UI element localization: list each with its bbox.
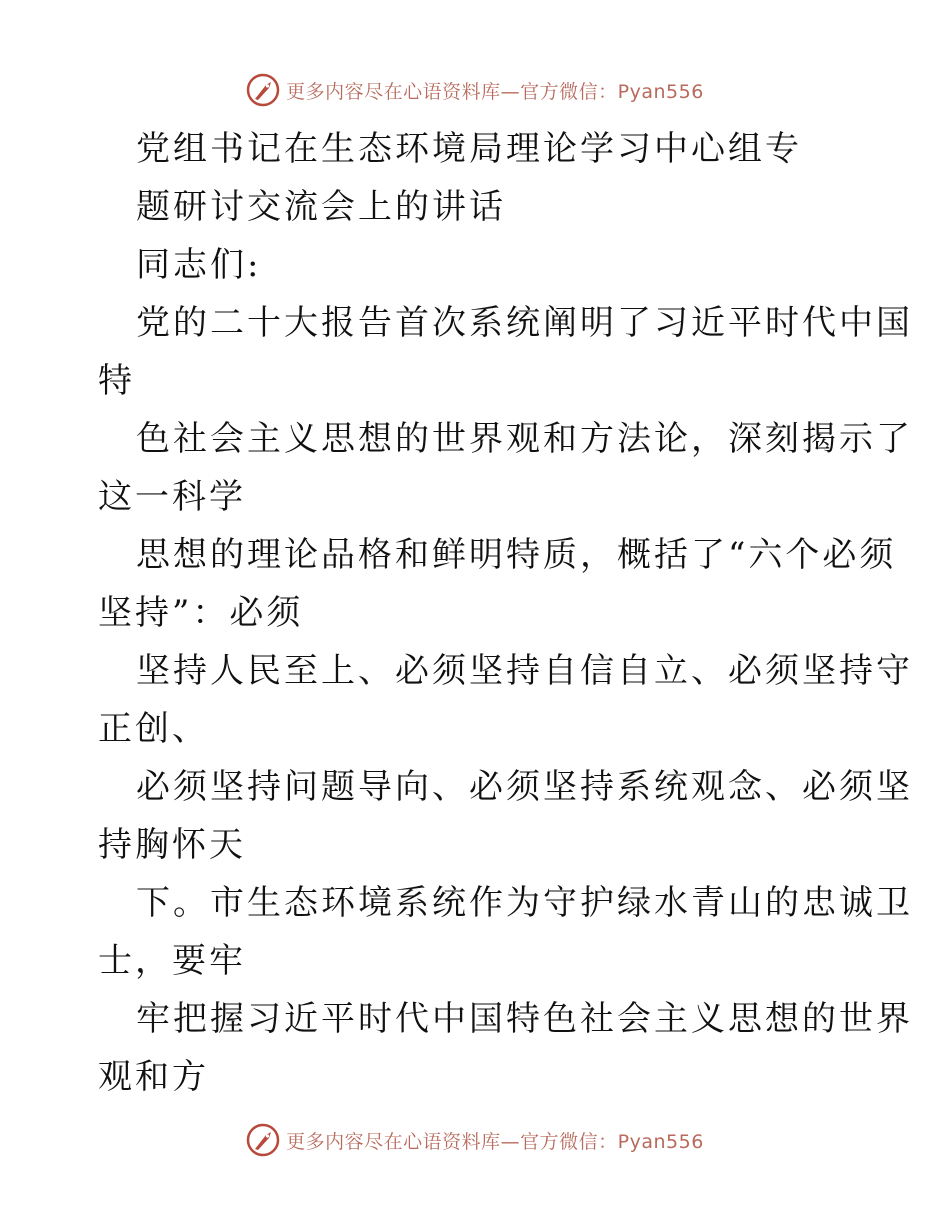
document-title-line: 党组书记在生态环境局理论学习中心组专 [136,129,802,169]
paragraph-line: 牢把握习近平时代中国特色社会主义思想的世界 [136,999,913,1039]
document-title-line: 题研讨交流会上的讲话 [136,187,506,227]
paragraph-line: 思想的理论品格和鲜明特质，概括了“六个必须 [136,535,897,575]
salutation: 同志们: [136,245,262,285]
watermark-banner-bottom [0,1120,950,1160]
watermark-banner-top [0,70,950,110]
paragraph-line: 观和方 [98,1057,209,1097]
paragraph-line: 党的二十大报告首次系统阐明了习近平时代中国 [136,303,913,343]
watermark-text: 更多内容尽在心语资料库—官方微信：Pyan556 [286,80,704,103]
watermark-text: 更多内容尽在心语资料库—官方微信：Pyan556 [286,1130,704,1153]
paragraph-line: 特 [98,361,135,401]
paragraph-line: 正创、 [98,709,209,749]
pen-nib-logo-icon [246,1123,280,1157]
paragraph-line: 这一科学 [98,477,246,517]
paragraph-line: 色社会主义思想的世界观和方法论，深刻揭示了 [136,419,913,459]
paragraph-line: 坚持人民至上、必须坚持自信自立、必须坚持守 [136,651,913,691]
pen-nib-logo-icon [246,73,280,107]
paragraph-line: 士，要牢 [98,941,246,981]
document-body [98,120,913,1106]
paragraph-line: 下。市生态环境系统作为守护绿水青山的忠诚卫 [136,883,913,923]
paragraph-line: 必须坚持问题导向、必须坚持系统观念、必须坚 [136,767,913,807]
paragraph-line: 持胸怀天 [98,825,246,865]
paragraph-line: 坚持”：必须 [98,593,304,633]
